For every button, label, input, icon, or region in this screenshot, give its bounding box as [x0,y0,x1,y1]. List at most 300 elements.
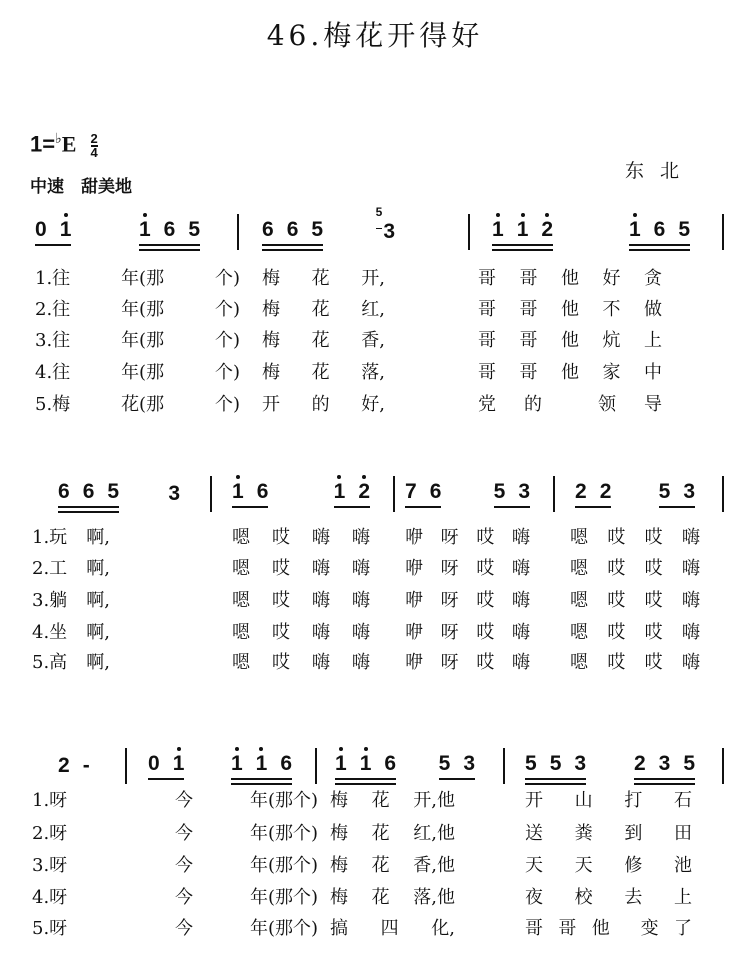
lyric-syllable: 呀 [440,558,459,579]
note: 6 [163,218,176,241]
lyric-syllable: 哥 [478,268,496,289]
lyric-syllable: 个) [214,330,240,351]
lyric-syllable: 开, [361,268,385,289]
lyric-segment [478,362,662,384]
lyric-segment [405,527,530,549]
barline [553,476,555,512]
note: 1 [59,218,72,241]
lyric-syllable: 咿 [405,652,423,673]
time-signature [90,130,98,160]
lyric-syllable: 哎 [272,590,290,611]
lyric-syllable: 嗯 [232,652,250,673]
note: 6 [82,480,95,503]
note: 2 [58,754,70,777]
measure [58,478,180,508]
lyric-syllable: 送 [525,823,543,844]
note: 2 [541,218,554,241]
lyric-syllable: 咿 [405,590,423,611]
lyric-segment [232,652,370,674]
lyric-syllable: 哥 [478,362,496,383]
lyric-syllable: 打 [624,790,643,811]
lyric-syllable: 池 [673,855,692,876]
note-group [231,753,292,780]
lyric-syllable: 党 [478,394,496,415]
lyric-syllable: 呀 [440,652,459,673]
lyric-syllable: 年(那 [121,362,165,383]
lyric-syllable: 嗯 [232,590,250,611]
lyric-segment [32,790,75,812]
measure [58,750,100,780]
lyric-syllable: 2.呀 [32,823,68,844]
note: 6 [280,752,292,775]
lyric-syllable: 哥 [478,299,496,320]
lyric-syllable: 哎 [272,527,290,548]
lyric-segment [262,299,385,321]
lyric-syllable: 嗯 [570,527,588,548]
song-title: 46.梅花开得好 [266,19,484,52]
lyric-syllable: 四 [380,918,399,939]
lyric-syllable: 嗨 [312,527,330,548]
lyric-syllable: 今 [175,887,193,908]
note: 5 [683,752,695,775]
barline [722,214,724,250]
lyric-segment [175,823,318,845]
lyric-syllable: 今 [175,823,193,844]
lyric-syllable: 今 [175,855,193,876]
note: 1 [138,218,151,241]
lyric-syllable: 3.躺 [32,590,68,611]
barline [125,748,127,784]
lyric-syllable: 哎 [476,622,495,643]
lyric-syllable: 4.坐 [32,622,68,643]
lyric-syllable: 哎 [272,558,290,579]
note-group [439,753,475,780]
lyric-syllable: 哎 [476,652,495,673]
barline [722,748,724,784]
lyric-syllable: 他 [561,362,579,383]
lyric-syllable: 梅 [330,790,348,811]
note: 1 [333,480,346,503]
lyric-syllable: 哥 [558,918,577,939]
lyric-segment [330,855,455,877]
lyric-syllable: 嗨 [312,652,330,673]
note: 1 [232,480,244,503]
note-group [58,481,119,508]
note-group [634,753,695,780]
lyric-syllable: 啊, [86,558,110,579]
lyric-segment [405,652,530,674]
lyric-segment [32,622,110,644]
key-signature [30,130,98,159]
note: 0 [148,752,160,775]
note-group [35,219,71,246]
lyric-syllable: 嗯 [570,590,588,611]
note: 5 [438,752,451,775]
lyric-segment [330,823,455,845]
time-bottom: 4 [90,144,98,160]
lyric-syllable: 花 [311,362,330,383]
lyric-segment [262,394,385,416]
lyric-syllable: 咿 [405,622,423,643]
lyric-syllable: 哎 [644,622,663,643]
lyric-segment [330,790,455,812]
lyric-segment [35,394,240,416]
lyric-syllable: 花(那 [121,394,165,415]
lyric-segment [478,394,662,416]
note: 3 [683,480,695,503]
lyric-syllable: 今 [175,790,193,811]
note-group [575,481,611,508]
lyric-syllable: 嗨 [681,527,700,548]
lyric-syllable: 个) [214,362,240,383]
lyric-syllable: 贪 [644,268,662,289]
lyric-segment [570,622,700,644]
lyric-syllable: 嗨 [681,622,700,643]
lyric-syllable: 梅 [330,887,348,908]
lyric-syllable: 4.呀 [32,887,68,908]
lyric-syllable: 他 [561,330,579,351]
measure [232,478,370,508]
lyric-segment [330,918,455,940]
lyric-syllable: 领 [598,394,616,415]
lyric-syllable: 到 [624,823,643,844]
lyric-syllable: 嗨 [511,652,530,673]
lyric-syllable: 好, [361,394,385,415]
note-group [405,481,441,508]
lyric-syllable: 嗨 [681,590,700,611]
time-top: 2 [90,130,98,146]
lyric-syllable: 哥 [519,268,538,289]
note: 2 [633,752,646,775]
lyric-syllable: 哎 [476,590,495,611]
note: 2 [599,480,612,503]
lyric-segment [32,558,110,580]
lyric-syllable: 粪 [574,823,593,844]
note-group [492,219,553,246]
grace-note: 5 [376,207,383,229]
note-group [525,753,586,780]
lyric-segment [330,887,455,909]
lyric-syllable: 上 [673,887,692,908]
lyric-syllable: 哎 [476,527,495,548]
lyric-syllable: 搞 [330,918,348,939]
note: 6 [384,752,397,775]
lyric-syllable: 2.工 [32,558,68,579]
note-group [494,481,530,508]
lyric-syllable: 啊, [86,590,110,611]
lyric-syllable: 梅 [262,330,280,351]
note: 3 [574,752,587,775]
lyric-syllable: 年(那个) [249,918,318,939]
note-group [148,753,184,780]
lyric-syllable: 嗯 [232,558,250,579]
lyric-syllable: 他 [561,268,579,289]
lyric-syllable: 个) [214,268,240,289]
barline [315,748,317,784]
lyric-syllable: 年(那 [121,330,165,351]
lyric-syllable: 今 [175,918,193,939]
lyric-segment [35,330,240,352]
barline [237,214,239,250]
note: 1 [359,752,372,775]
lyric-syllable: 啊, [86,622,110,643]
note-group [375,205,395,246]
lyric-segment [175,790,318,812]
lyric-syllable: 嗨 [681,558,700,579]
measure [575,478,695,508]
note: 3 [463,752,475,775]
lyric-syllable: 香, [361,330,385,351]
note: 1 [492,218,504,241]
note: 1 [172,752,185,775]
note: 1 [255,752,268,775]
note: 5 [311,218,324,241]
barline [503,748,505,784]
lyric-syllable: 山 [574,790,593,811]
note-group [659,481,695,508]
lyric-syllable: 咿 [405,527,423,548]
lyric-segment [525,855,692,877]
lyric-syllable: 梅 [262,268,280,289]
lyric-syllable: 哎 [644,652,663,673]
note-group [168,483,180,508]
lyric-segment [232,622,370,644]
lyric-syllable: 年(那个) [249,855,318,876]
lyric-syllable: 梅 [330,855,348,876]
lyric-syllable: 梅 [330,823,348,844]
lyric-syllable: 花 [311,299,330,320]
lyric-syllable: 红, [361,299,385,320]
measure [148,750,292,780]
lyric-segment [570,590,700,612]
lyric-syllable: 中 [644,362,662,383]
lyric-syllable: 上 [644,330,662,351]
lyric-syllable: 修 [624,855,643,876]
note-group [262,219,323,246]
lyric-segment [262,330,385,352]
note: 6 [653,218,666,241]
lyric-syllable: 去 [624,887,643,908]
lyric-syllable: 哥 [519,299,538,320]
measure [335,750,475,780]
lyric-syllable: 嗯 [570,652,588,673]
lyric-syllable: 1.呀 [32,790,68,811]
lyric-syllable: 导 [644,394,662,415]
lyric-segment [478,299,662,321]
lyric-syllable: 嗨 [352,622,370,643]
lyric-syllable: 嗨 [352,558,370,579]
note: 1 [230,752,243,775]
note-group [139,219,200,246]
lyric-syllable: 嗨 [511,622,530,643]
lyric-syllable: 嗨 [352,527,370,548]
lyric-syllable: 4.往 [35,362,71,383]
lyric-syllable: 的 [524,394,542,415]
lyric-syllable: 落,他 [413,887,455,908]
lyric-syllable: 5.梅 [35,394,71,415]
lyric-syllable: 呀 [440,622,459,643]
lyric-syllable: 年(那个) [249,790,318,811]
barline [722,476,724,512]
note: 6 [429,480,442,503]
lyric-syllable: 他 [561,299,579,320]
lyric-syllable: 呀 [440,590,459,611]
lyric-segment [525,887,692,909]
lyric-syllable: 呀 [440,527,459,548]
lyric-segment [570,558,700,580]
lyric-syllable: 嗨 [352,590,370,611]
lyric-segment [32,590,110,612]
lyric-segment [175,855,318,877]
lyric-syllable: 个) [214,299,240,320]
lyric-segment [35,299,240,321]
lyric-syllable: 哥 [519,330,538,351]
lyric-syllable: 年(那 [121,268,165,289]
barline [210,476,212,512]
lyric-syllable: 变 [640,918,659,939]
note: 3 [168,482,180,505]
note-group [58,755,90,780]
lyric-syllable: 花 [371,887,390,908]
note: 3 [658,752,671,775]
note: 5 [658,480,671,503]
note: 5 [678,218,690,241]
lyric-segment [525,918,692,940]
lyric-syllable: 他 [591,918,610,939]
lyric-syllable: 哎 [607,590,626,611]
tempo-marking: 中速 甜美地 [30,177,132,197]
measure [492,216,690,246]
lyric-segment [262,268,385,290]
lyric-syllable: 花 [371,823,390,844]
lyric-syllable: 1.玩 [32,527,68,548]
lyric-syllable: 花 [371,790,390,811]
lyric-syllable: 家 [602,362,621,383]
lyric-syllable: 哎 [272,622,290,643]
barline [393,476,395,512]
key-one: 1 [30,131,43,157]
lyric-segment [32,527,110,549]
lyric-syllable: 3.呀 [32,855,68,876]
note: 5 [525,752,537,775]
lyric-segment [478,268,662,290]
lyric-syllable: 花 [311,330,330,351]
measure [405,478,530,508]
lyric-syllable: 炕 [602,330,621,351]
lyric-syllable: 嗨 [511,590,530,611]
note: 3 [518,480,530,503]
lyric-segment [32,855,75,877]
note: 5 [493,480,506,503]
lyric-syllable: 5.高 [32,652,68,673]
lyric-syllable: 哥 [525,918,543,939]
lyric-syllable: 年(那个) [249,887,318,908]
measure [35,216,200,246]
lyric-segment [232,558,370,580]
note-group [335,753,396,780]
note: 3 [383,220,395,243]
lyric-syllable: 花 [371,855,390,876]
lyric-syllable: 哎 [644,558,663,579]
lyric-syllable: 嗨 [511,527,530,548]
lyric-syllable: 嗨 [312,622,330,643]
lyric-syllable: 好 [602,268,621,289]
region-label: 东北 [625,160,696,182]
note: 5 [107,480,120,503]
note: 5 [188,218,200,241]
lyric-syllable: 的 [311,394,330,415]
lyric-syllable: 哎 [644,590,663,611]
lyric-segment [525,790,692,812]
lyric-syllable: 哎 [607,527,626,548]
lyric-syllable: 开 [525,790,543,811]
note: - [82,754,90,777]
note: 2 [575,480,587,503]
lyric-syllable: 校 [574,887,593,908]
lyric-segment [232,590,370,612]
lyric-syllable: 2.往 [35,299,71,320]
note: 6 [256,480,269,503]
lyric-syllable: 啊, [86,527,110,548]
note-group [232,481,268,508]
lyric-syllable: 红,他 [413,823,455,844]
lyric-syllable: 香,他 [413,855,455,876]
lyric-segment [405,590,530,612]
lyric-syllable: 了 [673,918,692,939]
lyric-syllable: 夜 [525,887,543,908]
lyric-syllable: 5.呀 [32,918,68,939]
lyric-syllable: 嗨 [312,558,330,579]
lyric-segment [32,823,75,845]
note: 1 [335,752,347,775]
lyric-segment [405,622,530,644]
lyric-syllable: 嗯 [570,622,588,643]
lyric-segment [262,362,385,384]
lyric-syllable: 天 [574,855,593,876]
lyric-syllable: 嗨 [511,558,530,579]
lyric-syllable: 嗯 [232,622,250,643]
lyric-syllable: 梅 [262,299,280,320]
lyric-segment [35,268,240,290]
note: 0 [35,218,47,241]
lyric-syllable: 落, [361,362,385,383]
lyric-segment [32,652,110,674]
lyric-syllable: 咿 [405,558,423,579]
note: 6 [58,480,70,503]
lyric-syllable: 1.往 [35,268,71,289]
note: 1 [516,218,529,241]
key-tonic: E [61,131,77,157]
note: 6 [262,218,274,241]
measure [525,750,695,780]
lyric-syllable: 啊, [86,652,110,673]
lyric-syllable: 哎 [644,527,663,548]
note: 1 [628,218,641,241]
lyric-segment [478,330,662,352]
note: 2 [358,480,370,503]
lyric-segment [175,918,318,940]
lyric-syllable: 田 [673,823,692,844]
lyric-segment [32,918,75,940]
lyric-segment [175,887,318,909]
lyric-syllable: 年(那 [121,299,165,320]
measure [262,205,395,246]
lyric-syllable: 哎 [272,652,290,673]
lyric-segment [525,823,692,845]
note-group [629,219,690,246]
key-equals: = [42,131,56,157]
lyric-syllable: 年(那个) [249,823,318,844]
